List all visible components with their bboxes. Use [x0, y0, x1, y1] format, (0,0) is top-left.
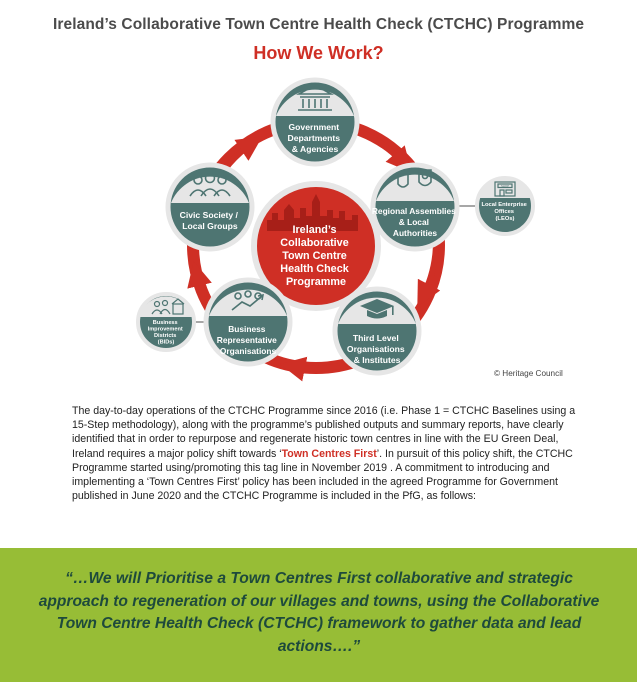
civic-label: Civic Society / Local Groups	[179, 210, 238, 231]
pfg-quote: “…We will Prioritise a Town Centres First collaborative and strategic approach to regeneration of our villages and towns, using the Collaborative Town Centre Health Check (CTCHC) framework to gather data and lead actions….”	[38, 570, 600, 655]
satellite-bids	[138, 294, 194, 350]
node-government	[273, 80, 357, 164]
center-label: Ireland’s Collaborative Town Centre Health Check Programme	[280, 224, 349, 288]
ctchc-diagram	[0, 70, 637, 400]
regional-label: Regional Assemblies & Local Authorities	[371, 206, 456, 238]
node-business-representative	[206, 280, 290, 364]
body-text-part-2: ’. In pursuit of this policy shift, the CTCHC Programme started using/promoting this tag line in November 2019 . A commitment to introducing and implementing a ‘Town Centres First’ policy has been included in the agreed Programme for Government published in June 2020 and the CTCHC Programme is included in the PfG, as follows:	[72, 447, 573, 503]
image-credit: © Heritage Council	[494, 369, 563, 378]
third-level-label: Third Level Organisations & Institutes	[346, 333, 405, 365]
bids-label: Business Improvement Districts (BIDs)	[147, 320, 183, 346]
satellite-leos	[477, 177, 533, 234]
page-title: Ireland’s Collaborative Town Centre Health Check (CTCHC) Programme	[52, 16, 585, 33]
node-civic-society	[168, 165, 252, 249]
town-centres-first-highlight: Town Centres First	[281, 447, 377, 460]
body-paragraph	[72, 404, 592, 503]
business-rep-label: Business Representative Organisations	[216, 324, 277, 356]
node-third-level	[335, 289, 419, 373]
page-subtitle: How We Work?	[253, 43, 384, 63]
government-label: Government Departments & Agencies	[287, 122, 341, 154]
node-regional-assemblies	[372, 165, 458, 249]
leo-label: Local Enterprise Offices (LEOs)	[481, 202, 527, 222]
shop-sign-label: SHOP	[501, 184, 509, 188]
body-text-part-1: The day-to-day operations of the CTCHC Programme since 2016 (i.e. Phase 1 = CTCHC Baselines using a 15-Step methodology), along with the programme’s published outputs and summary reports, have clearly identified that in order to repurpose and regenerate historic town centres in line with the EU Green Deal, Ireland requires a major policy shift towards ‘	[72, 405, 576, 460]
